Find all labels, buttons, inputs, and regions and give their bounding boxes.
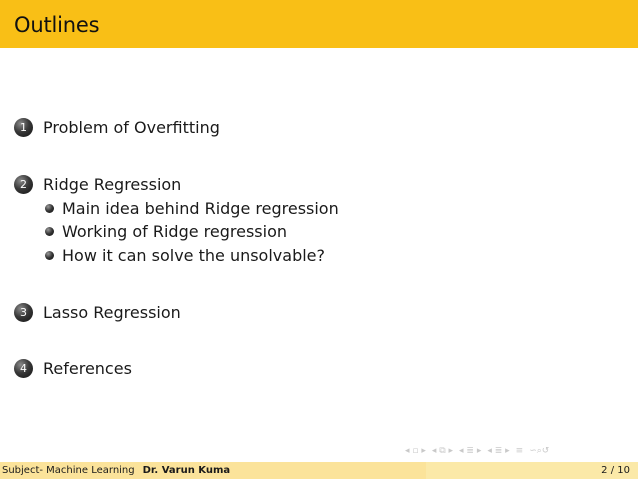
footer-subject: Subject- Machine Learning bbox=[2, 465, 135, 476]
beamer-navigation bbox=[405, 444, 635, 458]
footer bbox=[0, 462, 638, 479]
bullet-icon bbox=[45, 227, 54, 236]
outline-section-1 bbox=[14, 118, 220, 137]
nav-align-icon[interactable]: ≡ bbox=[515, 446, 524, 456]
section-label: References bbox=[43, 359, 132, 378]
page-number: 2 / 10 bbox=[601, 465, 630, 476]
section-number-ball: 3 bbox=[14, 303, 33, 322]
outline-section-3 bbox=[14, 303, 181, 322]
outline-subitem bbox=[45, 222, 287, 241]
footer-author: Dr. Varun Kuma bbox=[142, 465, 231, 476]
subitem-label: Working of Ridge regression bbox=[62, 222, 287, 241]
nav-section-next-icon[interactable]: ◂ ≣ ▸ bbox=[487, 446, 510, 456]
nav-section-icon[interactable]: ◂ ≣ ▸ bbox=[459, 446, 482, 456]
bullet-icon bbox=[45, 251, 54, 260]
section-number-ball: 2 bbox=[14, 175, 33, 194]
slide-title: Outlines bbox=[14, 13, 100, 37]
section-label: Problem of Overfitting bbox=[43, 118, 220, 137]
nav-frame-prev-icon[interactable]: ◂ ▫ ▸ bbox=[405, 446, 426, 456]
nav-subsection-icon[interactable]: ◂ ⧉ ▸ bbox=[431, 446, 454, 456]
nav-search-icon[interactable]: ∽⌕↺ bbox=[529, 446, 550, 456]
outline-section-2 bbox=[14, 175, 181, 194]
section-number-ball: 4 bbox=[14, 359, 33, 378]
section-number-ball: 1 bbox=[14, 118, 33, 137]
subitem-label: Main idea behind Ridge regression bbox=[62, 199, 339, 218]
bullet-icon bbox=[45, 204, 54, 213]
section-label: Lasso Regression bbox=[43, 303, 181, 322]
footer-left bbox=[0, 462, 426, 479]
section-label: Ridge Regression bbox=[43, 175, 182, 194]
outline-subitem bbox=[45, 246, 325, 265]
outline-subitem bbox=[45, 199, 339, 218]
subitem-label: How it can solve the unsolvable? bbox=[62, 246, 325, 265]
outline-section-4 bbox=[14, 359, 132, 378]
